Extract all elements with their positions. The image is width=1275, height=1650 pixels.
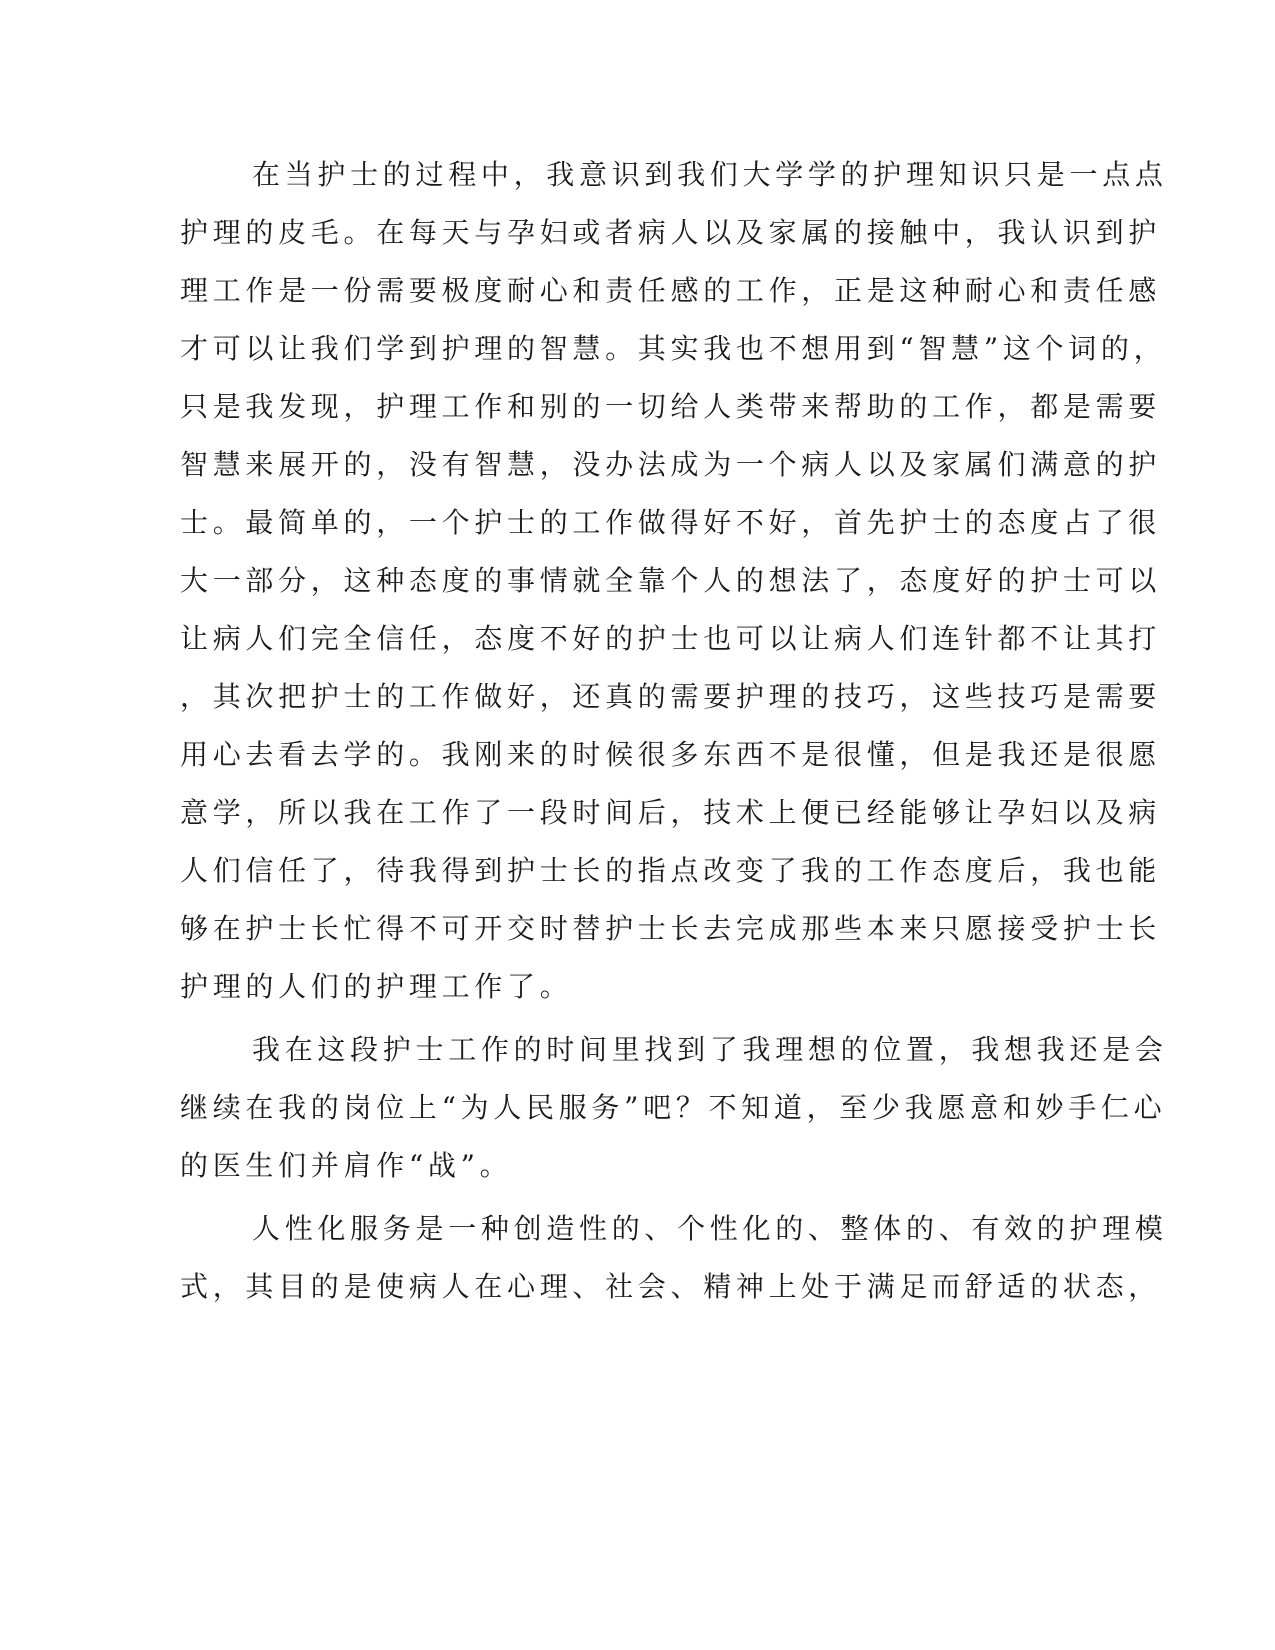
text-line-13: 人们信任了，待我得到护士长的指点改变了我的工作态度后，我也能 xyxy=(180,854,1162,887)
text-line-9: 让病人们完全信任，态度不好的护士也可以让病人们连针都不让其打 xyxy=(180,622,1162,655)
text-line-2: 护理的皮毛。在每天与孕妇或者病人以及家属的接触中，我认识到护 xyxy=(180,216,1162,249)
text-line-1: 在当护士的过程中，我意识到我们大学学的护理知识只是一点点 xyxy=(252,158,1168,191)
text-line-20: 式，其目的是使病人在心理、社会、精神上处于满足而舒适的状态， xyxy=(180,1270,1162,1303)
text-line-6: 智慧来展开的，没有智慧，没办法成为一个病人以及家属们满意的护 xyxy=(180,448,1162,481)
text-line-12: 意学，所以我在工作了一段时间后，技术上便已经能够让孕妇以及病 xyxy=(180,796,1162,829)
text-line-4: 才可以让我们学到护理的智慧。其实我也不想用到“智慧”这个词的， xyxy=(180,332,1167,365)
text-line-14: 够在护士长忙得不可开交时替护士长去完成那些本来只愿接受护士长 xyxy=(180,912,1162,945)
text-line-8: 大一部分，这种态度的事情就全靠个人的想法了，态度好的护士可以 xyxy=(180,564,1162,597)
text-line-7: 士。最简单的，一个护士的工作做得好不好，首先护士的态度占了很 xyxy=(180,506,1162,539)
text-line-15: 护理的人们的护理工作了。 xyxy=(180,970,573,1003)
text-line-11: 用心去看去学的。我刚来的时候很多东西不是很懂，但是我还是很愿 xyxy=(180,738,1162,771)
text-line-10: ，其次把护士的工作做好，还真的需要护理的技巧，这些技巧是需要 xyxy=(180,680,1162,713)
text-line-18: 的医生们并肩作“战”。 xyxy=(180,1149,513,1182)
text-line-3: 理工作是一份需要极度耐心和责任感的工作，正是这种耐心和责任感 xyxy=(180,274,1162,307)
text-line-17: 继续在我的岗位上“为人民服务”吧？不知道，至少我愿意和妙手仁心 xyxy=(180,1091,1167,1124)
text-line-19: 人性化服务是一种创造性的、个性化的、整体的、有效的护理模 xyxy=(252,1212,1168,1245)
text-line-16: 我在这段护士工作的时间里找到了我理想的位置，我想我还是会 xyxy=(252,1033,1168,1066)
text-line-5: 只是我发现，护理工作和别的一切给人类带来帮助的工作，都是需要 xyxy=(180,390,1162,423)
